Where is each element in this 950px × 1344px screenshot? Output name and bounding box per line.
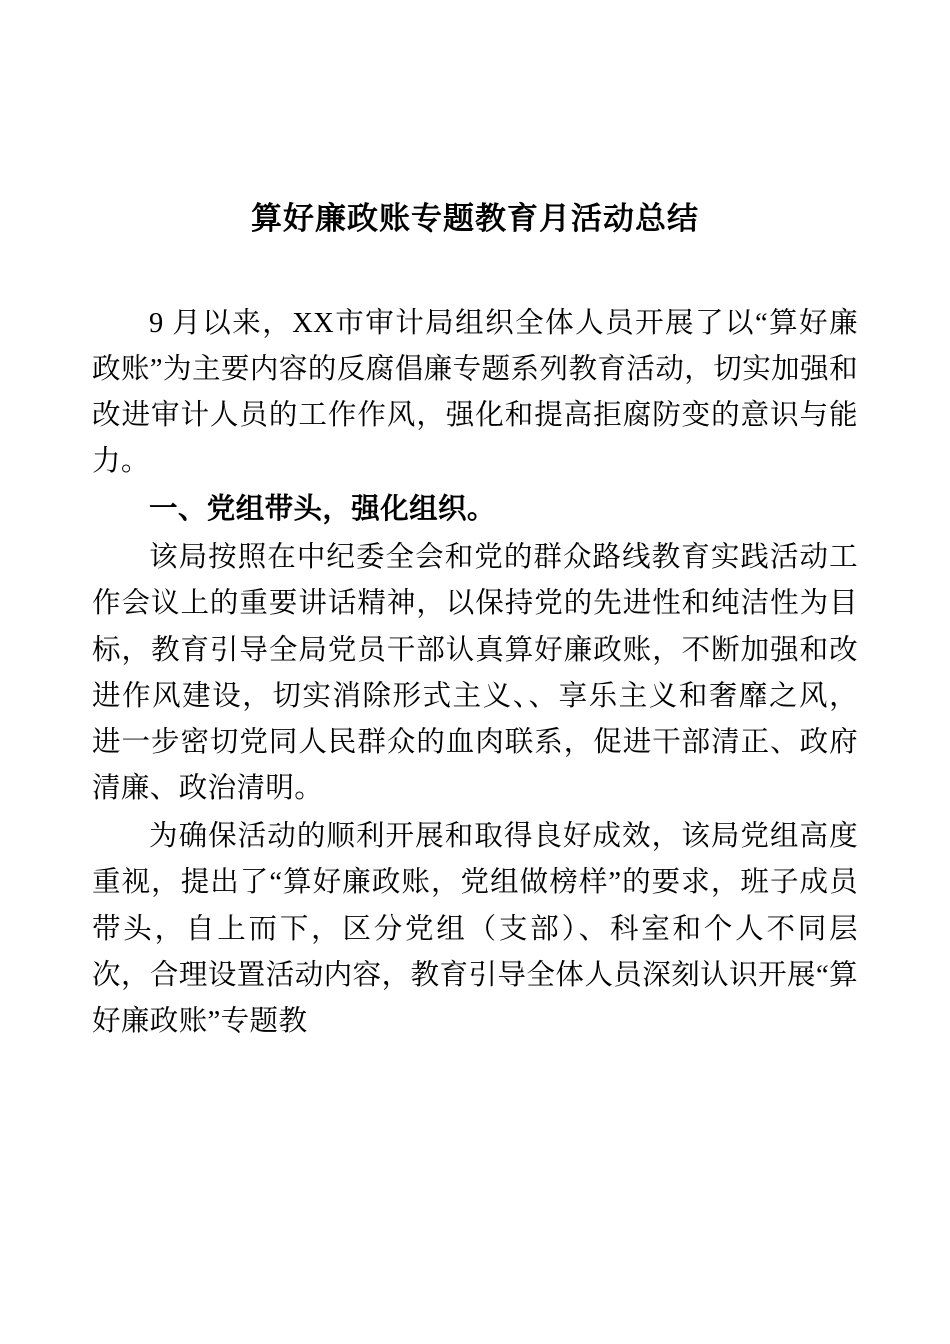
paragraph-intro: 9 月以来，XX市审计局组织全体人员开展了以“算好廉政账”为主要内容的反腐倡廉专题系列教育活动，切实加强和改进审计人员的工作作风，强化和提高拒腐防变的意识与能力。 [92,307,858,477]
paragraph-section1-1: 该局按照在中纪委全会和党的群众路线教育实践活动工作会议上的重要讲话精神，以保持党的先进性和纯洁性为目标，教育引导全局党员干部认真算好廉政账，不断加强和改进作风建设，切实消除形式主义、、享乐主义和奢靡之风，进一步密切党同人民群众的血肉联系，促进干部清正、政府清廉、政治清明。 [92,542,858,805]
section-heading-1: 一、党组带头，强化组织。 [149,494,496,526]
paragraph-section1-2: 为确保活动的顺利开展和取得良好成效，该局党组高度重视，提出了“算好廉政账，党组做榜样”的要求，班子成员带头，自上而下，区分党组（支部）、科室和个人不同层次，合理设置活动内容，教育引导全体人员深刻认识开展“算好廉政账”专题教 [92,821,858,1037]
page-title: 算好廉政账专题教育月活动总结 [251,201,699,236]
